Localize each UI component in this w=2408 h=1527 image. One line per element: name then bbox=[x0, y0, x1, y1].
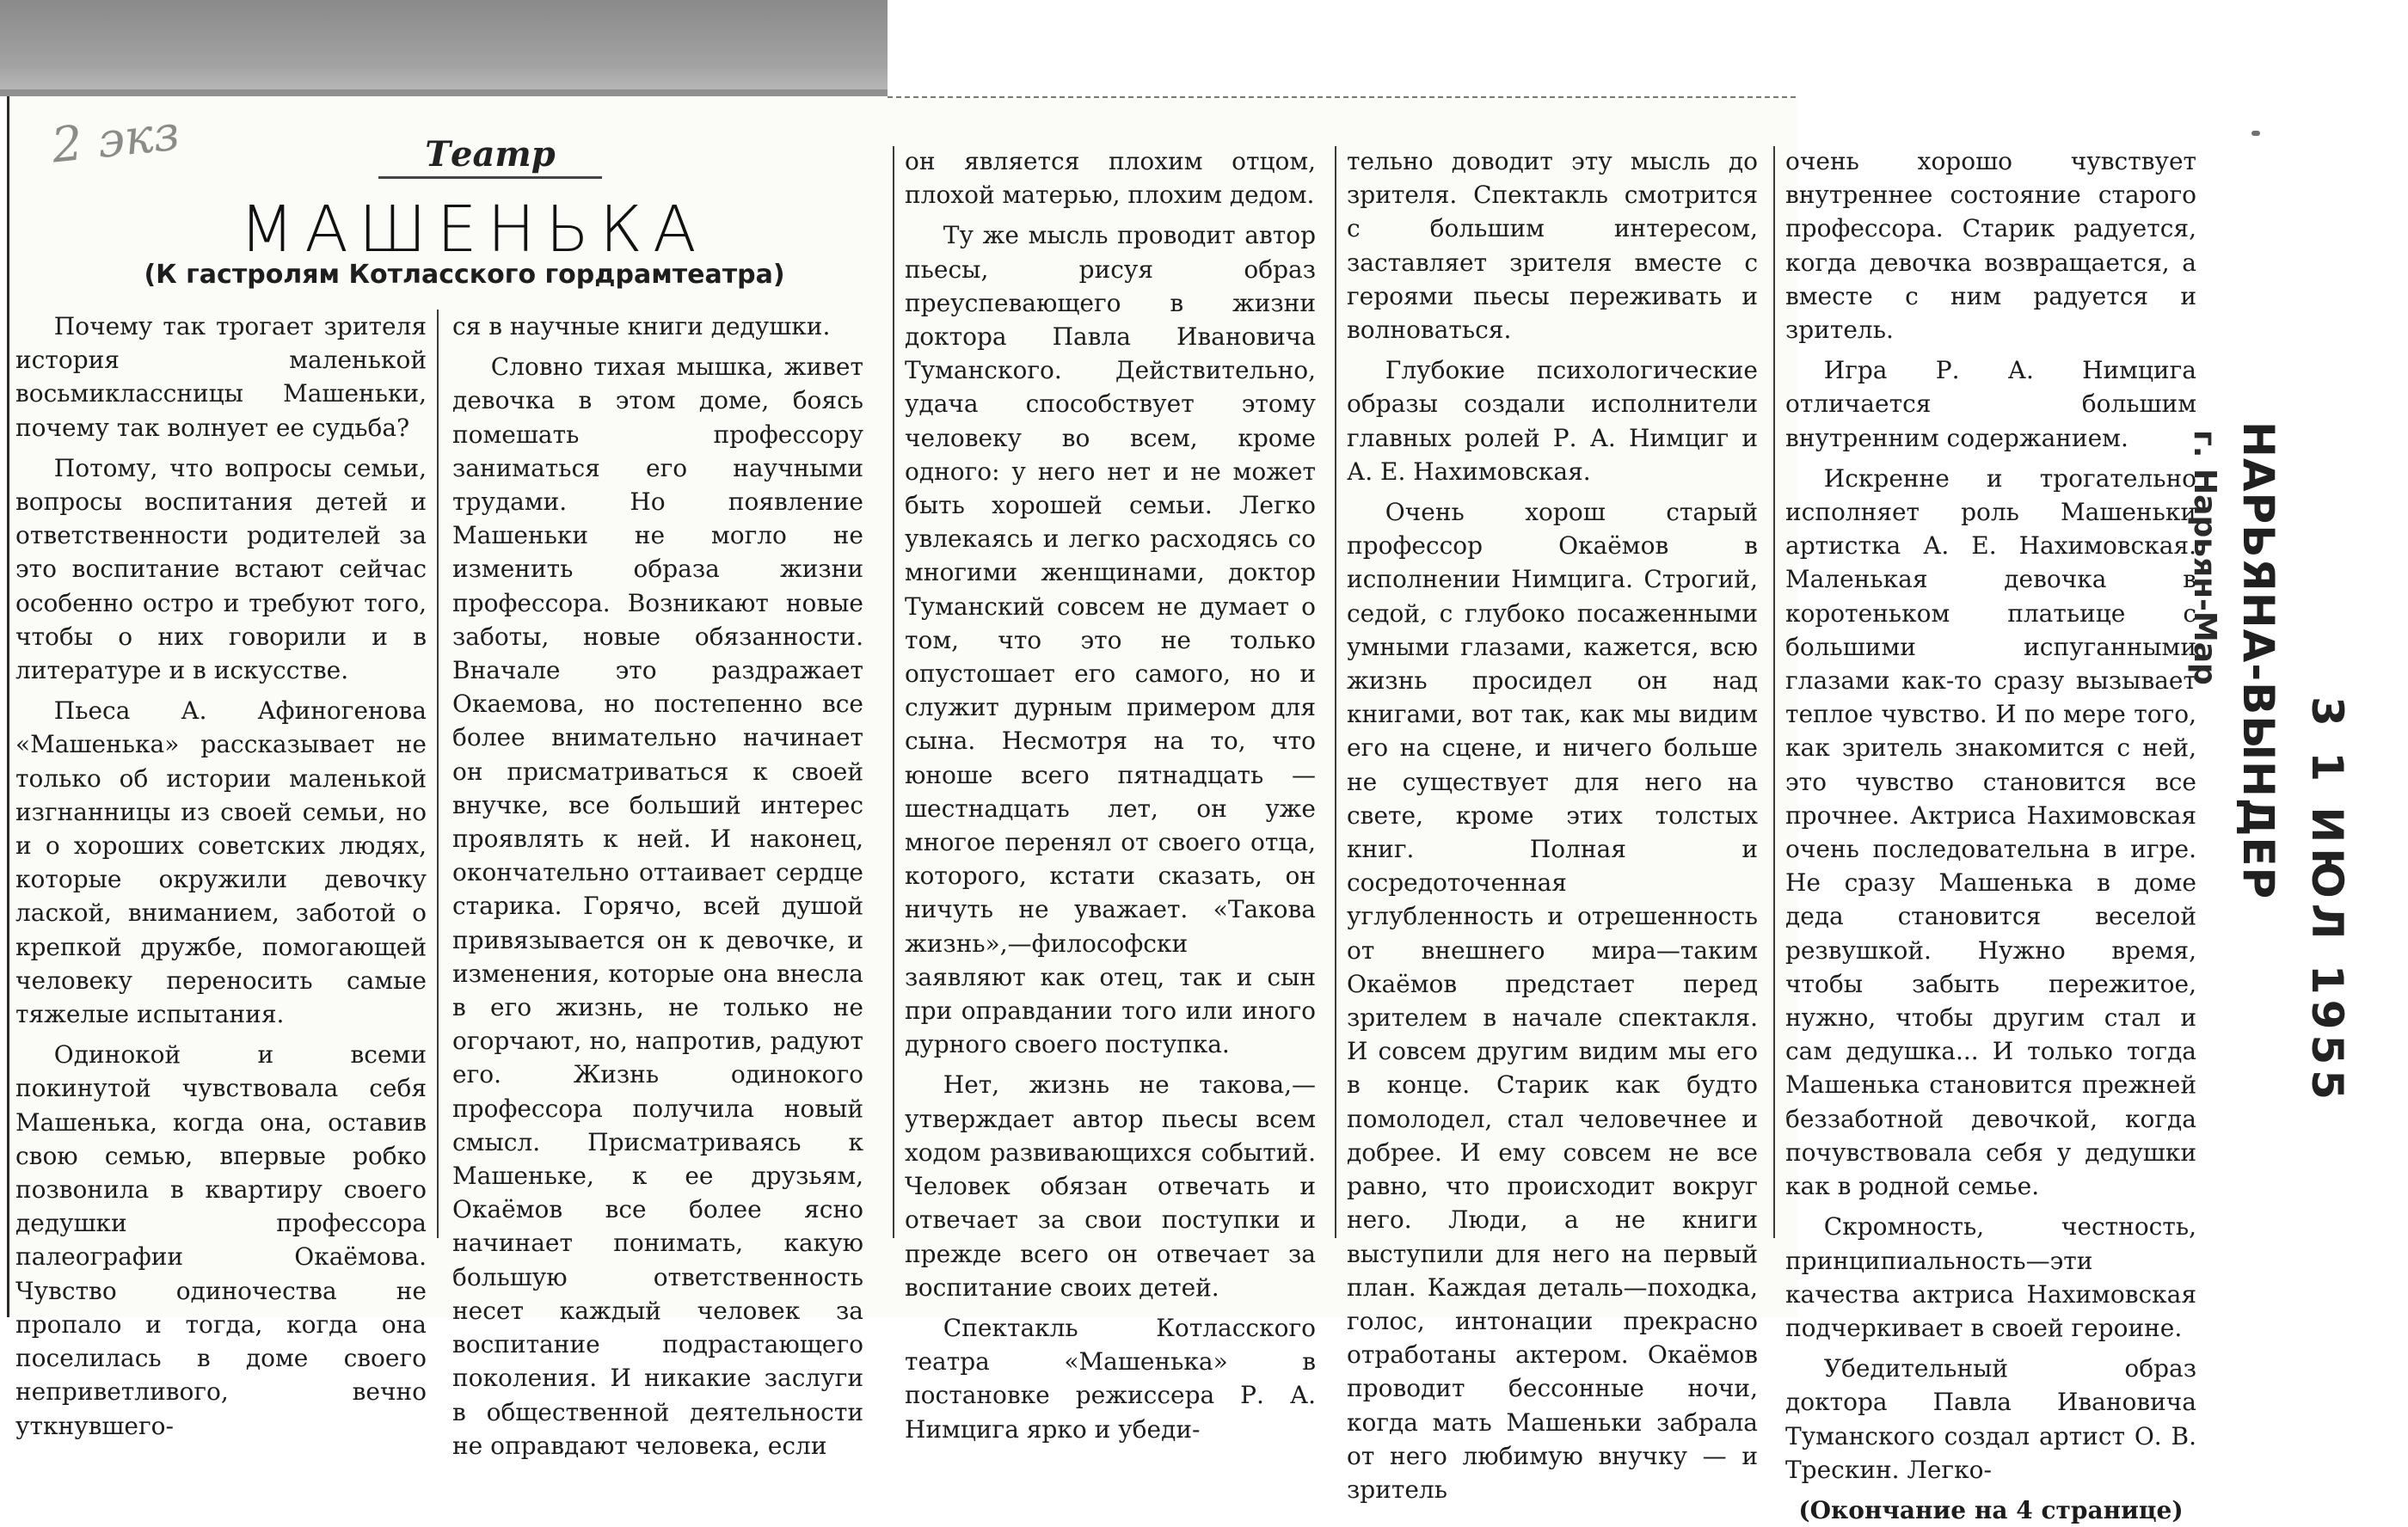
paragraph: Нет, жизнь не такова,—утверждает автор пьесы всем ходом развивающихся событий. Человек обязан отвечать и отвечает за свои поступки и прежде всего он отвечает за воспитание своих детей. bbox=[905, 1070, 1316, 1302]
column-divider bbox=[1335, 146, 1336, 1238]
paragraph: Скромность, честность, принципиальность—эти качества актриса Нахимовская подчеркивает в своей героине. bbox=[1785, 1212, 2196, 1342]
paragraph: Убедительный образ доктора Павла Ивановича Туманского создал артист О. В. Трескин. Легко- bbox=[1785, 1354, 2196, 1484]
column-divider bbox=[1773, 146, 1775, 1238]
article-title: МАШЕНЬКА bbox=[239, 193, 707, 267]
section-rubric: Театр bbox=[378, 134, 602, 179]
paragraph: Почему так трогает зрителя история маленькой восьмиклассницы Машеньки, почему так волнует ее судьба? bbox=[15, 312, 427, 442]
scan-mark bbox=[2251, 131, 2260, 136]
scan-edge bbox=[0, 89, 888, 96]
paragraph: Спектакль Котласского театра «Машенька» в постановке режиссера Р. А. Нимцига ярко и убеди- bbox=[905, 1313, 1316, 1444]
stamp-date: 3 1 ИЮЛ 1955 bbox=[2302, 696, 2352, 1106]
paragraph: ся в научные книги дедушки. bbox=[452, 312, 831, 340]
article-column-3 bbox=[905, 144, 1316, 1444]
paragraph: тельно доводит эту мысль до зрителя. Спектакль смотрится с большим интересом, заставляет зрителя вместе с героями пьесы переживать и волноваться. bbox=[1347, 147, 1758, 345]
paragraph: он является плохим отцом, плохой матерью, плохим дедом. bbox=[905, 147, 1316, 210]
column-divider bbox=[893, 146, 894, 1238]
paragraph: Пьеса А. Афиногенова «Машенька» рассказывает не только об истории маленькой изгнанницы из своей семьи, но и о хороших советских людях, которые окружили девочку лаской, вниманием, заботой о крепкой дружбе, помогающей человеку переносить самые тяжелые испытания. bbox=[15, 696, 427, 1029]
stamp-city: г. Нарьян-Мар bbox=[2187, 430, 2222, 685]
paragraph: очень хорошо чувствует внутреннее состояние старого профессора. Старик радуется, когда девочка возвращается, а вместе с ним радуется и зритель. bbox=[1785, 147, 2196, 345]
scan-shadow bbox=[0, 0, 888, 96]
paragraph: Словно тихая мышка, живет девочка в этом доме, боясь помешать профессору заниматься его научными трудами. Но появление Машеньки не могло не изменить образа жизни профессора. Возникают новые заботы, новые обязанности. Вначале это раздражает Окаемова, но постепенно все более внимательно начинает он присматриваться к своей внучке, все больший интерес проявлять к ней. И наконец, окончательно оттаивает сердце старика. Горячо, всей душой привязывается он к девочке, и изменения, которые она внесла в его жизнь, не только не огорчают, но, напротив, радуют его. Жизнь одинокого профессора получила новый смысл. Присматриваясь к Машеньке, к ее друзьям, Окаёмов все более ясно начинает понимать, какую большую ответственность несет каждый человек за воспитание подрастающего поколения. И никакие заслуги в общественной деятельности не оправдают человека, если bbox=[452, 353, 863, 1460]
article-subtitle: (К гастролям Котласского гордрамтеатра) bbox=[144, 260, 785, 290]
article-column-2 bbox=[452, 310, 863, 1460]
paragraph: Очень хорош старый профессор Окаёмов в исполнении Нимцига. Строгий, седой, с глубоко посаженными умными глазами, кажется, всю жизнь просидел он над книгами, вот так, как мы видим его на сцене, и ничего больше не существует для него на свете, кроме этих толстых книг. Полная и сосредоточенная углубленность и отрешенность от внешнего мира—таким Окаёмов предстает перед зрителем в начале спектакля. И совсем другим видим мы его в конце. Старик как будто помолодел, стал человечнее и добрее. И ему совсем не все равно, что происходит вокруг него. Люди, а не книги выступили для него на первый план. Каждая деталь—походка, голос, интонации прекрасно отработаны актером. Окаёмов проводит бессонные ночи, когда мать Машеньки забрала от него любимую внучку — и зритель bbox=[1347, 498, 1758, 1504]
paragraph: Глубокие психологические образы создали исполнители главных ролей Р. А. Нимциг и А. Е. Нахимовская. bbox=[1347, 356, 1758, 486]
clipping-torn-edge bbox=[888, 96, 1796, 105]
article-column-4 bbox=[1347, 144, 1758, 1504]
continuation-note: (Окончание на 4 странице) bbox=[1798, 1495, 2184, 1524]
paragraph: Искренне и трогательно исполняет роль Машеньки артистка А. Е. Нахимовская. Маленькая девочка в коротеньком платьице с большими испуганными глазами как-то сразу вызывает теплое чувство. И по мере того, как зритель знакомится с ней, это чувство становится все прочнее. Актриса Нахимовская очень последовательна в игре. Не сразу Машенька в доме деда становится веселой резвушкой. Нужно время, чтобы забыть пережитое, нужно, чтобы другим стал и сам дедушка... И только тогда Машенька становится прежней беззаботной девочкой, когда почувствовала себя у дедушки как в родной семье. bbox=[1785, 463, 2196, 1201]
handwritten-note: 2 экз bbox=[49, 105, 182, 175]
article-column-5 bbox=[1785, 144, 2196, 1524]
paragraph: Ту же мысль проводит автор пьесы, рисуя образ преуспевающего в жизни доктора Павла Ивановича Туманского. Действительно, удача способствует этому человеку во всем, кроме одного: у него нет и не может быть хорошей семьи. Легко увлекаясь и легко расходясь со многими женщинами, доктор Туманский совсем не думает о том, что это не только опустошает его самого, но и служит дурным примером для сына. Несмотря на то, что юноше всего пятнадцать — шестнадцать лет, он уже многое перенял от своего отца, которого, кстати сказать, он ничуть не уважает. «Такова жизнь»,—философски заявляют как отец, так и сын при оправдании того или иного дурного своего поступка. bbox=[905, 221, 1316, 1059]
paragraph: Игра Р. А. Нимцига отличается большим внутренним содержанием. bbox=[1785, 356, 2196, 452]
paragraph: Одинокой и всеми покинутой чувствовала себя Машенька, когда она, оставив свою семью, впервые робко позвонила в квартиру своего дедушки профессора палеографии Окаёмова. Чувство одиночества не пропало и тогда, когда она поселилась в доме своего неприветливого, вечно уткнувшего- bbox=[15, 1040, 427, 1440]
paragraph: Потому, что вопросы семьи, вопросы воспитания детей и ответственности родителей за это воспитание встают сейчас особенно остро и требуют того, чтобы о них говорили и в литературе и в искусстве. bbox=[15, 453, 427, 685]
column-divider bbox=[437, 310, 439, 1238]
stamp-newspaper-name: НАРЬЯНА-ВЫНДЕР bbox=[2233, 421, 2283, 900]
article-column-1 bbox=[15, 310, 427, 1440]
